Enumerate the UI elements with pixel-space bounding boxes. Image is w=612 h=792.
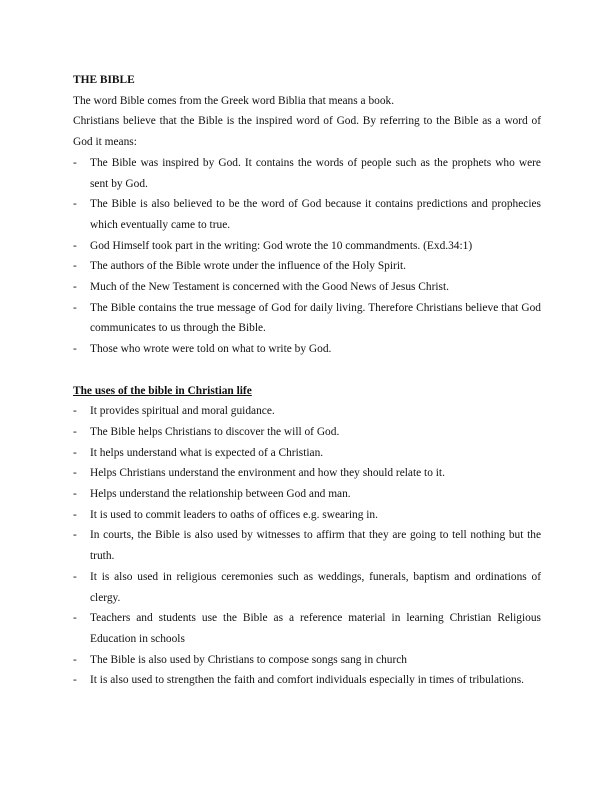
list-item [73, 236, 541, 257]
list-item-text: Much of the New Testament is concerned with the Good News of Jesus Christ. [90, 281, 449, 294]
list-item [73, 153, 541, 194]
bullet-dash: - [73, 156, 77, 169]
bullet-dash: - [73, 239, 77, 252]
list-item [73, 298, 541, 339]
bullet-dash: - [73, 488, 77, 501]
list-item-text: Teachers and students use the Bible as a reference material in learning Christian Religious Education in schools [90, 612, 541, 645]
list-item [73, 339, 541, 360]
list-item-text: Helps Christians understand the environment and how they should relate to it. [90, 467, 445, 480]
list-item [73, 484, 541, 505]
bullet-dash: - [73, 446, 77, 459]
list-item [73, 422, 541, 443]
bullet-dash: - [73, 281, 77, 294]
list-item-text: The Bible helps Christians to discover the will of God. [90, 425, 340, 438]
list-item-text: The Bible is also believed to be the word of God because it contains predictions and prophecies which eventually came to true. [90, 198, 541, 231]
section-title: The uses of the bible in Christian life [73, 384, 252, 397]
bullet-dash: - [73, 425, 77, 438]
bullet-dash: - [73, 612, 77, 625]
list-item [73, 567, 541, 608]
list-item-text: It is used to commit leaders to oaths of offices e.g. swearing in. [90, 508, 378, 521]
list-item [73, 443, 541, 464]
list-item-text: In courts, the Bible is also used by witnesses to affirm that they are going to tell nothing but the truth. [90, 529, 541, 563]
list-item-text: It is also used to strengthen the faith and comfort individuals especially in times of tribulations. [90, 674, 525, 687]
list-item [73, 525, 541, 566]
bullet-dash: - [73, 529, 77, 542]
bullet-list [73, 401, 541, 691]
list-item [73, 608, 541, 649]
list-item [73, 277, 541, 298]
bullet-dash: - [73, 570, 77, 583]
list-item [73, 194, 541, 235]
list-item-text: Helps understand the relationship between God and man. [90, 488, 351, 501]
bullet-dash: - [73, 653, 77, 666]
list-item-text: It is also used in religious ceremonies such as weddings, funerals, baptism and ordinations of clergy. [90, 570, 541, 604]
bullet-list [73, 153, 541, 360]
bullet-dash: - [73, 508, 77, 521]
bullet-dash: - [73, 260, 77, 273]
bullet-dash: - [73, 301, 77, 314]
list-item [73, 256, 541, 277]
bullet-dash: - [73, 343, 77, 356]
list-item-text: It provides spiritual and moral guidance. [90, 405, 275, 418]
bullet-dash: - [73, 198, 77, 211]
list-item [73, 463, 541, 484]
list-item-text: The Bible was inspired by God. It contains the words of people such as the prophets who were sent by God. [90, 156, 541, 190]
list-item-text: Those who wrote were told on what to write by God. [90, 343, 332, 356]
list-item-text: God Himself took part in the writing: God wrote the 10 commandments. (Exd.34:1) [90, 239, 473, 252]
paragraph: The word Bible comes from the Greek word Biblia that means a book. [73, 94, 395, 107]
list-item [73, 670, 541, 691]
bullet-dash: - [73, 467, 77, 480]
list-item [73, 401, 541, 422]
document-page [73, 70, 541, 691]
section-title: THE BIBLE [73, 74, 135, 86]
list-item [73, 650, 541, 671]
list-item-text: The Bible is also used by Christians to compose songs sang in church [90, 653, 408, 666]
list-item-text: The Bible contains the true message of God for daily living. Therefore Christians believe that God communicates to us through the Bible. [90, 301, 541, 335]
bullet-dash: - [73, 405, 77, 418]
list-item [73, 505, 541, 526]
list-item-text: The authors of the Bible wrote under the influence of the Holy Spirit. [90, 260, 407, 273]
bullet-dash: - [73, 674, 77, 687]
paragraph: Christians believe that the Bible is the inspired word of God. By referring to the Bible as a word of God it means: [73, 115, 541, 149]
list-item-text: It helps understand what is expected of a Christian. [90, 446, 324, 459]
